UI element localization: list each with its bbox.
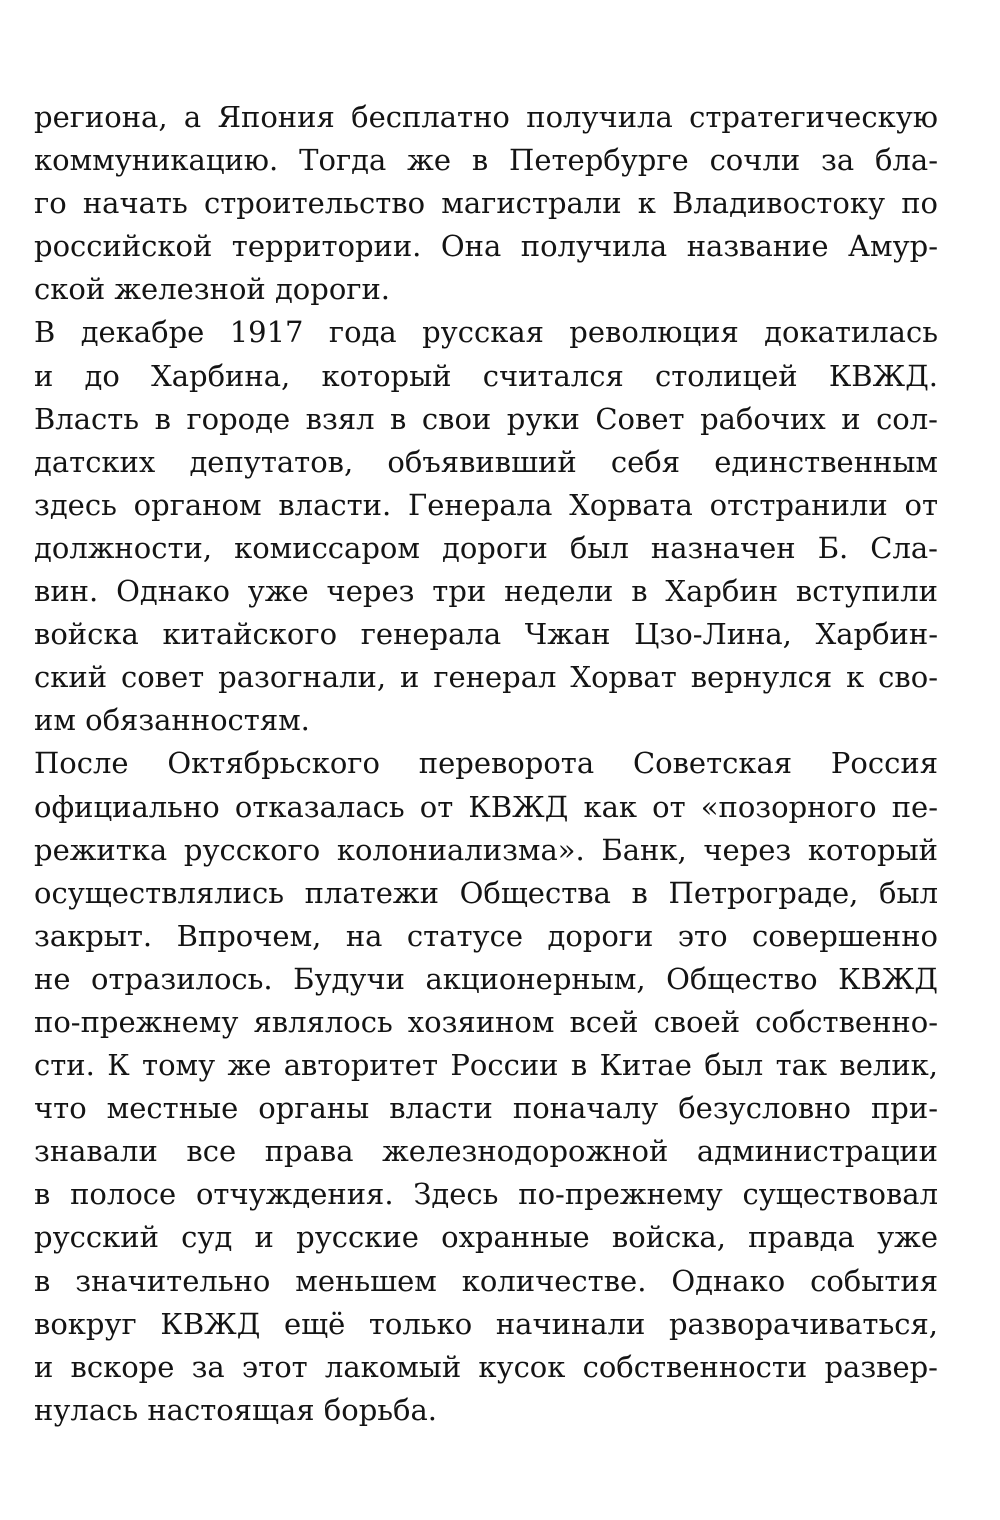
text-line: в полосе отчуждения. Здесь по-прежнему существовал bbox=[34, 1177, 938, 1212]
text-line: в значительно меньшем количестве. Однако события bbox=[34, 1263, 938, 1298]
text-line: по-прежнему являлось хозяином всей своей собственно- bbox=[34, 1004, 938, 1039]
text-line: датских депутатов, объявивший себя единственным bbox=[34, 444, 938, 479]
text-line: русский суд и русские охранные войска, правда уже bbox=[34, 1220, 938, 1255]
text-line: Власть в городе взял в свои руки Совет рабочих и сол- bbox=[34, 401, 938, 436]
text-line: нулась настоящая борьба. bbox=[34, 1392, 438, 1427]
text-line: войска китайского генерала Чжан Цзо-Лина, Харбин- bbox=[34, 617, 938, 652]
text-line: не отразилось. Будучи акционерным, Общество КВЖД bbox=[34, 961, 938, 996]
text-line: коммуникацию. Тогда же в Петербурге сочли за бла- bbox=[34, 143, 938, 178]
paragraph bbox=[34, 96, 938, 311]
text-line: осуществлялись платежи Общества в Петрограде, был bbox=[34, 875, 938, 910]
text-line: вокруг КВЖД ещё только начинали разворачиваться, bbox=[34, 1306, 938, 1341]
text-line: В декабре 1917 года русская революция докатилась bbox=[34, 315, 938, 350]
text-line: и до Харбина, который считался столицей КВЖД. bbox=[34, 358, 938, 393]
paragraph bbox=[34, 311, 938, 742]
text-line: региона, а Япония бесплатно получила стратегическую bbox=[34, 100, 938, 134]
text-line: должности, комиссаром дороги был назначен Б. Сла- bbox=[34, 530, 938, 565]
text-line: российской территории. Она получила название Амур- bbox=[34, 229, 938, 264]
text-line: ской железной дороги. bbox=[34, 272, 391, 307]
text-line: режитка русского колониализма». Банк, через который bbox=[34, 832, 938, 867]
text-line: вин. Однако уже через три недели в Харбин вступили bbox=[34, 574, 938, 609]
text-line: что местные органы власти поначалу безусловно при- bbox=[34, 1091, 938, 1126]
text-line: знавали все права железнодорожной администрации bbox=[34, 1134, 938, 1169]
text-line: официально отказалась от КВЖД как от «позорного пе- bbox=[34, 789, 938, 824]
text-line: После Октябрьского переворота Советская Россия bbox=[34, 746, 938, 781]
text-line: и вскоре за этот лакомый кусок собственности развер- bbox=[34, 1349, 938, 1384]
paragraph bbox=[34, 742, 938, 1432]
text-line: здесь органом власти. Генерала Хорвата отстранили от bbox=[34, 487, 938, 522]
book-page bbox=[34, 96, 938, 1432]
text-line: сти. К тому же авторитет России в Китае был так велик, bbox=[34, 1048, 938, 1083]
text-line: ский совет разогнали, и генерал Хорват вернулся к сво- bbox=[34, 660, 938, 695]
text-line: закрыт. Впрочем, на статусе дороги это совершенно bbox=[34, 918, 938, 953]
text-line: го начать строительство магистрали к Владивостоку по bbox=[34, 186, 938, 221]
text-line: им обязанностям. bbox=[34, 703, 310, 738]
